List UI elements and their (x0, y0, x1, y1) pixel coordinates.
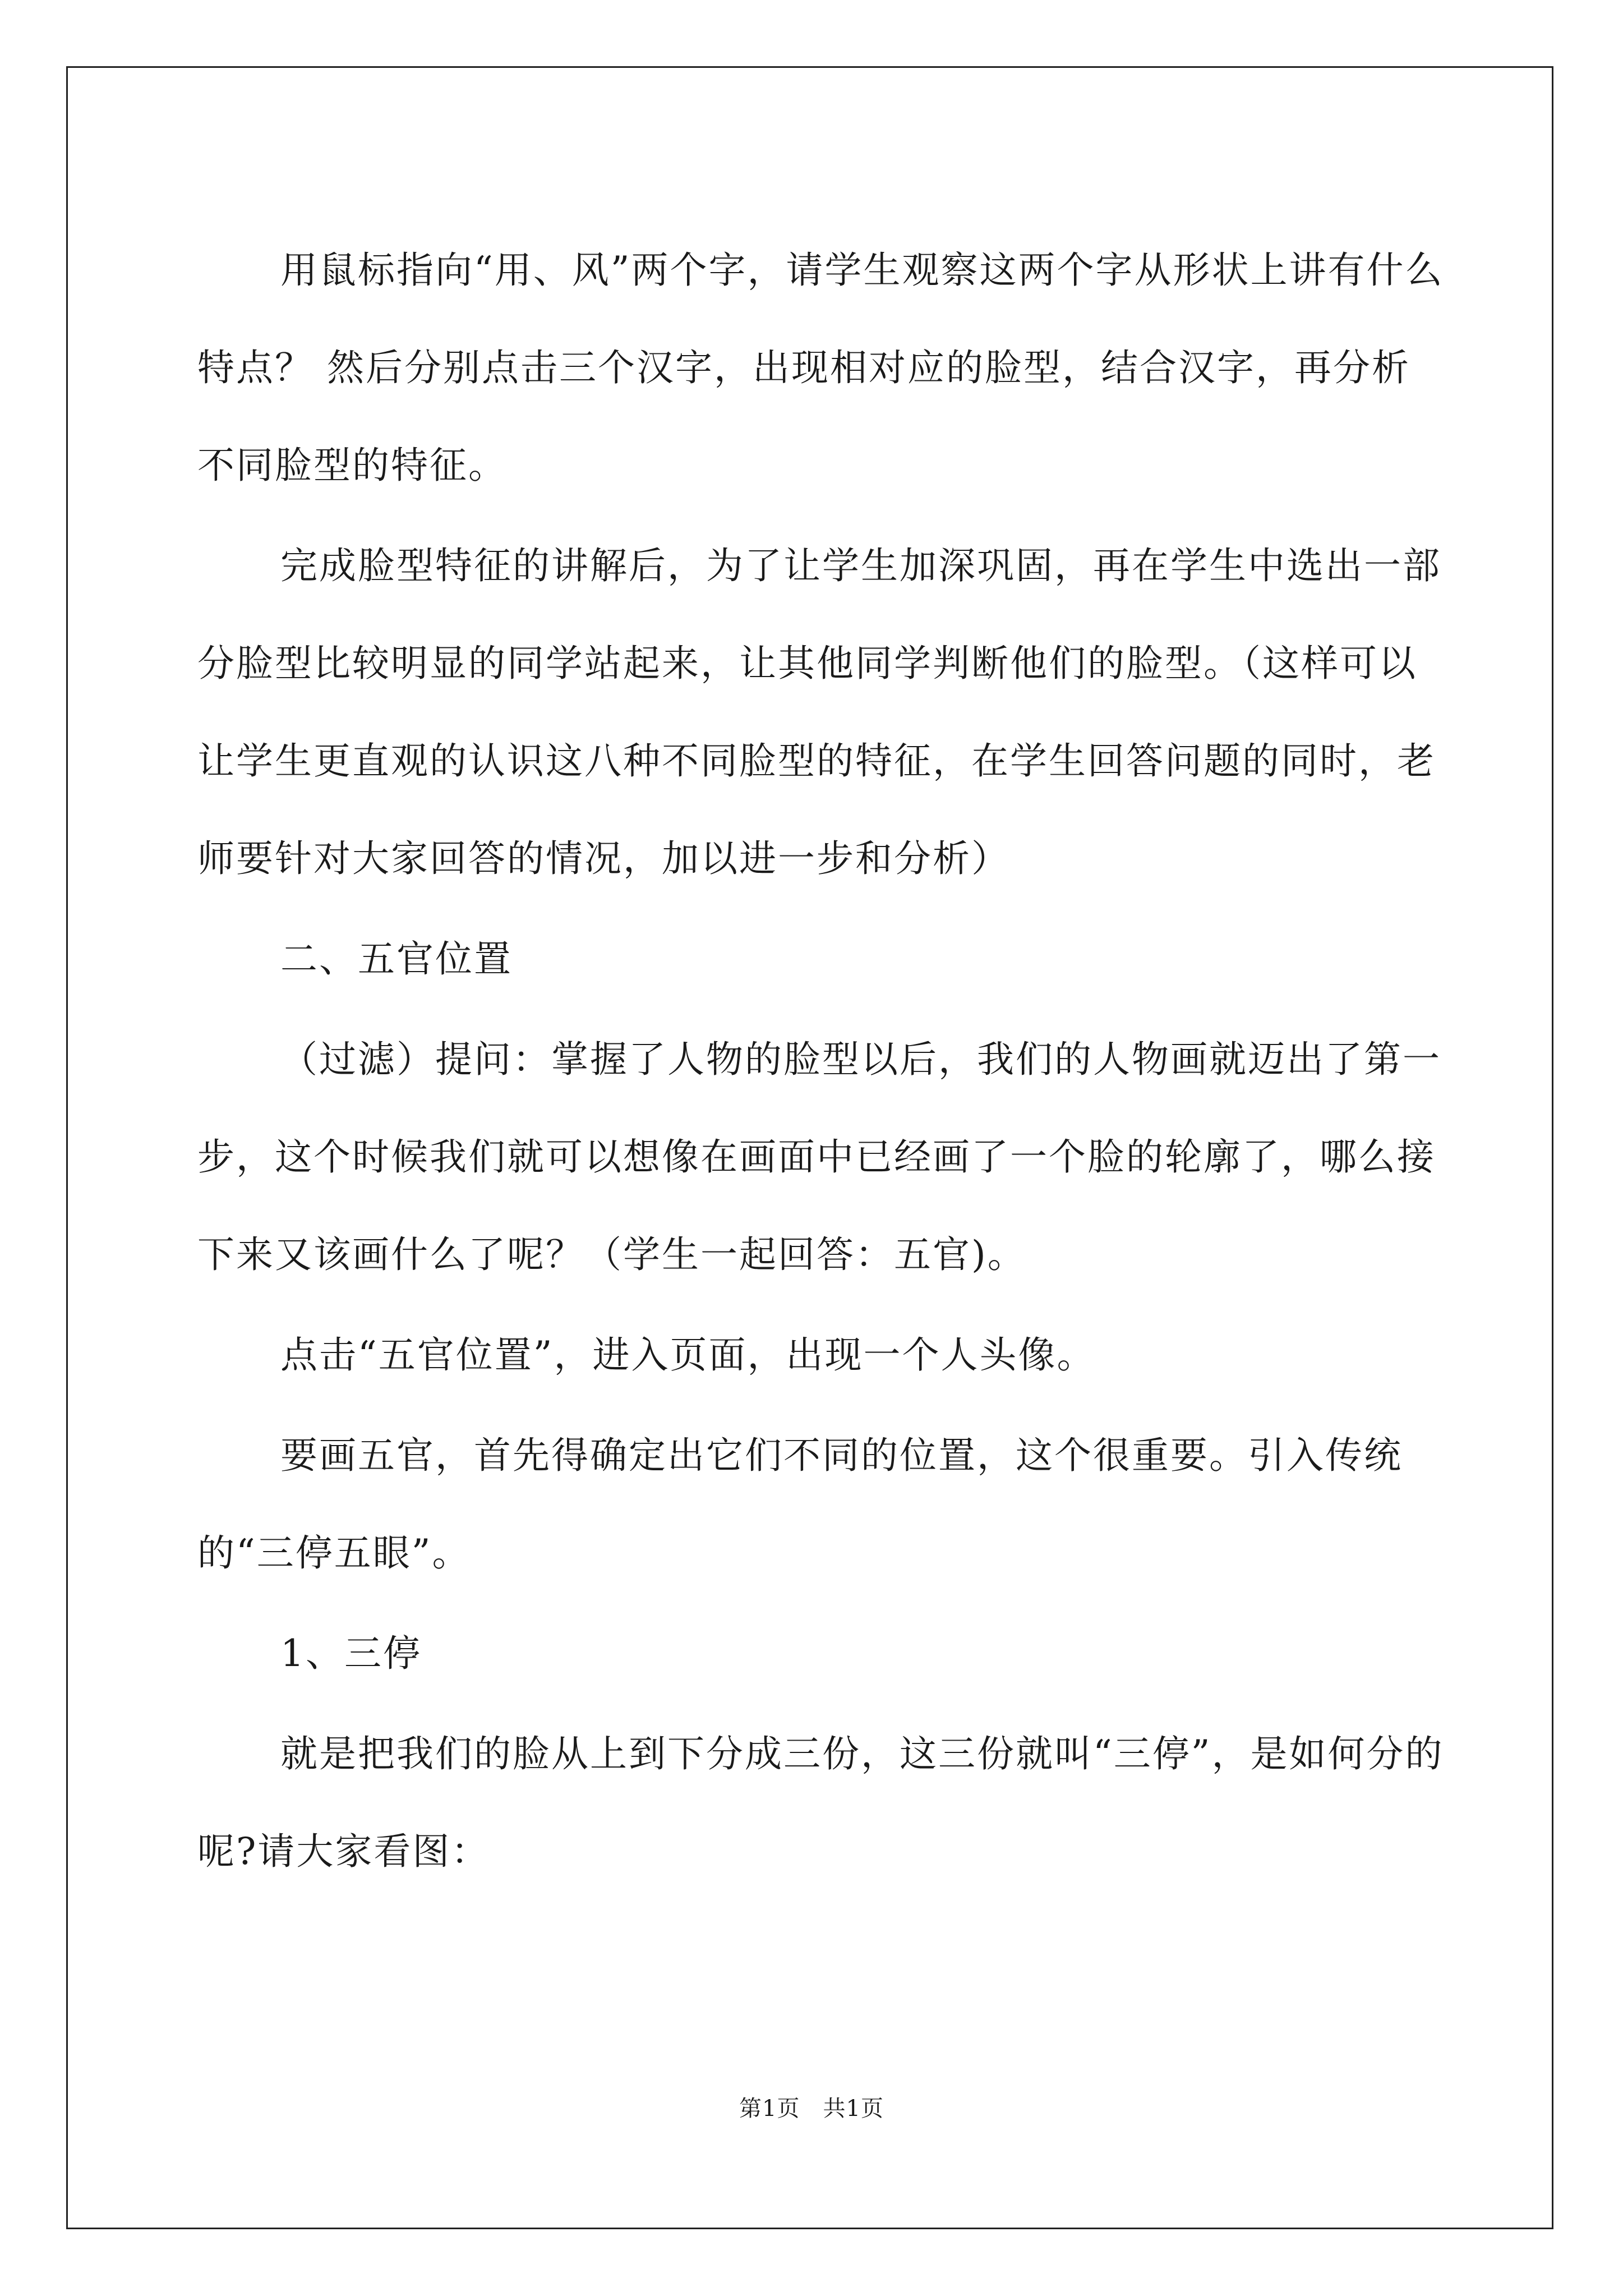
paragraph: 用鼠标指向“用、风”两个字，请学生观察这两个字从形状上讲有什么特点？ 然后分别点击三个汉字，出现相对应的脸型，结合汉字，再分析不同脸型的特征。 (197, 249, 1444, 487)
paragraph: 要画五官，首先得确定出它们不同的位置，这个很重要。引入传统的“三停五眼”。 (197, 1434, 1403, 1575)
subsection-heading: 1、三停 (280, 1632, 422, 1675)
document-body (197, 222, 1448, 1903)
paragraph: 完成脸型特征的讲解后，为了让学生加深巩固，再在学生中选出一部分脸型比较明显的同学站起来，让其他同学判断他们的脸型。（这样可以让学生更直观的认识这八种不同脸型的特征，在学生回答问题的同时，老师要针对大家回答的情况，加以进一步和分析） (197, 544, 1441, 880)
paragraph: 点击“五官位置”，进入页面，出现一个人头像。 (280, 1333, 1096, 1377)
section-heading: 二、五官位置 (280, 937, 513, 981)
paragraph: （过滤）提问：掌握了人物的脸型以后，我们的人物画就迈出了第一步，这个时候我们就可以想像在画面中已经画了一个脸的轮廓了，哪么接下来又该画什么了呢？（学生一起回答：五官)。 (197, 1038, 1441, 1276)
paragraph: 就是把我们的脸从上到下分成三份，这三份就叫“三停”，是如何分的呢?请大家看图： (197, 1732, 1444, 1873)
page-number-footer: 第1页 共1页 (739, 2096, 884, 2122)
